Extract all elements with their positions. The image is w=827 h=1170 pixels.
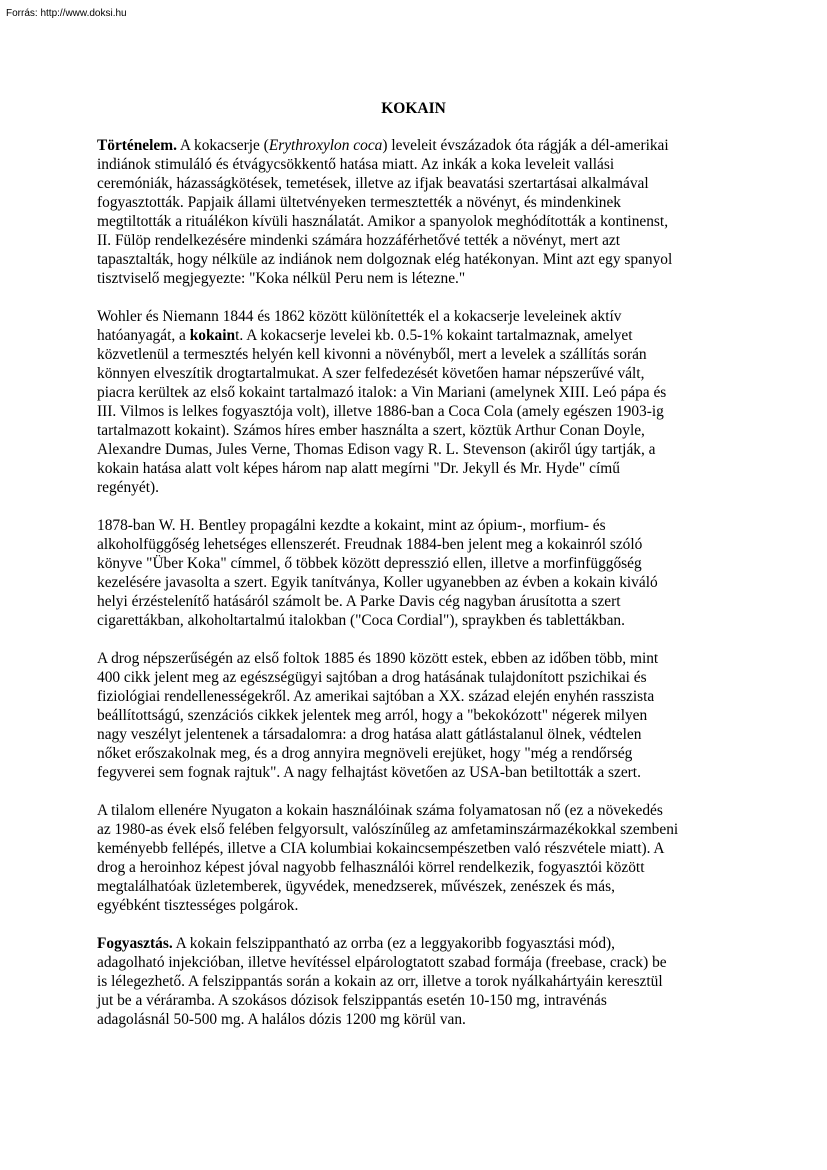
text-line: III. Vilmos is lelkes fogyasztója volt), illetve 1886-ban a Coca Cola (amely egészen 1903-ig xyxy=(97,403,664,420)
document-body xyxy=(97,136,737,1048)
paragraph-discovery xyxy=(97,307,737,497)
text-line: tisztviselő megjegyezte: "Koka nélkül Peru nem is létezne." xyxy=(97,270,466,287)
text-line: könnyen elveszítik drogtartalmukat. A szer felfedezését követően hamar népszerűvé vált, xyxy=(97,365,645,382)
text-line: drog a heroinhoz képest jóval nagyobb felhasználói körrel rendelkezik, fogyasztói között xyxy=(97,859,645,876)
text-line: tartalmazott kokaint). Számos híres ember használta a szert, köztük Arthur Conan Doyle, xyxy=(97,422,645,439)
text-line: indiánok stimuláló és étvágycsökkentő hatása miatt. Az inkák a koka leveleit vallási xyxy=(97,156,615,173)
paragraph-consumption xyxy=(97,934,737,1029)
text-line: fegyverei sem fognak rajtuk". A nagy felhajtást követően az USA-ban betiltották a szert. xyxy=(97,764,641,781)
text-line: regényét). xyxy=(97,479,159,496)
section-heading-history: Történelem. xyxy=(97,137,177,154)
text-line: megtiltották a rituálékon kívüli használatát. Amikor a spanyolok meghódították a kontinenst, xyxy=(97,213,669,230)
source-url-label: Forrás: http://www.doksi.hu xyxy=(6,8,127,19)
text-line: keményebb fellépés, illetve a CIA kolumbiai kokaincsempészetben való részvétele miatt). A xyxy=(97,840,665,857)
text-line: A tilalom ellenére Nyugaton a kokain használóinak száma folyamatosan nő (ez a növekedés xyxy=(97,802,663,819)
text-line: Történelem. A kokacserje (Erythroxylon coca) leveleit évszázadok óta rágják a dél-amerikai xyxy=(97,137,669,154)
text-line: fiziológiai rendellenességekről. Az amerikai sajtóban a XX. század elején enyhén rasszista xyxy=(97,688,655,705)
bold-term-kokain: kokain xyxy=(189,327,236,344)
text-line: nőket erőszakolnak meg, és a drog annyira megnöveli erejüket, hogy "még a rendőrség xyxy=(97,745,633,762)
text-line: tapasztalták, hogy nélküle az indiánok nem dolgoznak elég hatékonyan. Mint azt egy spanyol xyxy=(97,251,673,268)
text-line: Alexandre Dumas, Jules Verne, Thomas Edison vagy R. L. Stevenson (akiről úgy tartják, a xyxy=(97,441,656,458)
text-line: hatóanyagát, a kokaint. A kokacserje levelei kb. 0.5-1% kokaint tartalmaznak, amelyet xyxy=(97,327,633,344)
text-line: adagolásnál 50-500 mg. A halálos dózis 1200 mg körül van. xyxy=(97,1011,466,1028)
section-heading-consumption: Fogyasztás. xyxy=(97,935,173,952)
text-line: könyve "Über Koka" címmel, ő többek között depresszió ellen, illetve a morfinfüggőség xyxy=(97,555,642,572)
text-line: II. Fülöp rendelkezésére mindenki számára hozzáférhetővé tették a növényt, mert azt xyxy=(97,232,621,249)
paragraph-prohibition xyxy=(97,801,737,915)
text-line: piacra kerültek az első kokaint tartalmazó italok: a Vin Mariani (amelynek XIII. Leó pápa és xyxy=(97,384,667,401)
text-line: is lélegezhető. A felszippantás során a kokain az orr, illetve a torok nyálkahártyáin keresztül xyxy=(97,973,663,990)
text-line: beállítottságú, szenzációs cikkek jelentek meg arról, hogy a "bekokózott" négerek milyen xyxy=(97,707,648,724)
text-line: az 1980-as évek első felében felgyorsult, valószínűleg az amfetaminszármazékokkal szembeni xyxy=(97,821,679,838)
text-line: közvetlenül a termesztés helyén kell kivonni a növényből, mert a levelek a szállítás során xyxy=(97,346,647,363)
text-line: egyébként tisztességes polgárok. xyxy=(97,897,299,914)
paragraph-bentley-freud xyxy=(97,516,737,630)
text-line: A drog népszerűségén az első foltok 1885 és 1890 között estek, ebben az időben több, mint xyxy=(97,650,659,667)
text-line: kezelésére javasolta a szert. Egyik tanítványa, Koller ugyanebben az évben a kokain kiváló xyxy=(97,574,658,591)
page-title: KOKAIN xyxy=(381,100,446,117)
text-line: alkoholfüggőség lehetséges ellenszerét. Freudnak 1884-ben jelent meg a kokainról szóló xyxy=(97,536,643,553)
text-line: 400 cikk jelent meg az egészségügyi sajtóban a drog hatásának tulajdonított pszichikai és xyxy=(97,669,647,686)
text-line: helyi érzéstelenítő hatásáról számolt be. A Parke Davis cég nagyban árusította a szert xyxy=(97,593,621,610)
paragraph-popularity xyxy=(97,649,737,782)
text-line: fogyasztották. Papjaik állami ültetvényeken termesztették a növényt, és mindenkinek xyxy=(97,194,621,211)
text-line: Fogyasztás. A kokain felszippantható az orrba (ez a leggyakoribb fogyasztási mód), xyxy=(97,935,616,952)
text-line: jut be a véráramba. A szokásos dózisok felszippantás esetén 10-150 mg, intravénás xyxy=(97,992,607,1009)
text-line: ceremóniák, házasságkötések, temetések, illetve az ifjak beavatási szertartásai alkalmával xyxy=(97,175,649,192)
text-line: cigarettákban, alkoholtartalmú italokban ("Coca Cordial"), spraykben és tablettákban. xyxy=(97,612,625,629)
text-line: Wohler és Niemann 1844 és 1862 között különítették el a kokacserje leveleinek aktív xyxy=(97,308,622,325)
text-line: megtalálhatóak üzletemberek, ügyvédek, menedzserek, művészek, zenészek és más, xyxy=(97,878,615,895)
text-line: adagolható injekcióban, illetve hevítéssel elpárologtatott szabad formája (freebase, crack) be xyxy=(97,954,667,971)
paragraph-history xyxy=(97,136,737,288)
text-line: nagy veszélyt jelentenek a társadalomra: a drog hatása alatt gátlástalanul ölnek, védtelen xyxy=(97,726,642,743)
species-name: Erythroxylon coca xyxy=(268,137,383,154)
text-line: kokain hatása alatt volt képes három nap alatt megírni "Dr. Jekyll és Mr. Hyde" című xyxy=(97,460,620,477)
text-line: 1878-ban W. H. Bentley propagálni kezdte a kokaint, mint az ópium-, morfium- és xyxy=(97,517,606,534)
